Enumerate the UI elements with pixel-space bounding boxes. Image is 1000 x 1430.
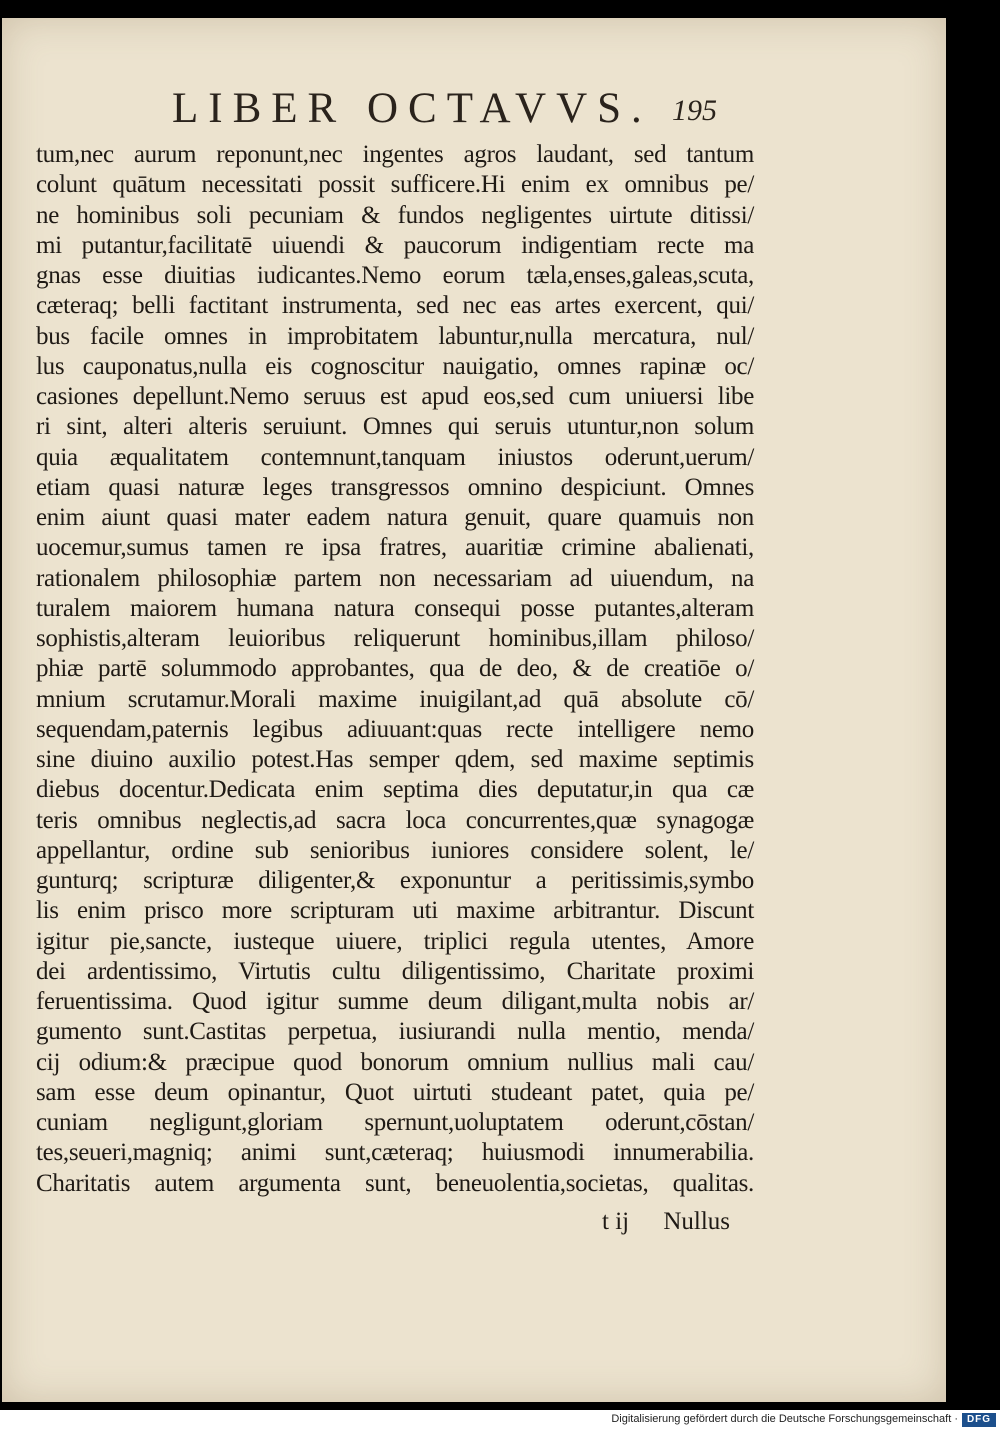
text-line: lis enim prisco more scripturam uti maxime arbitrantur. Discunt [36,897,754,925]
folio-number: 195 [672,94,717,127]
text-line: sequendam,paternis legibus adiuuant:quas recte intelligere nemo [36,715,754,743]
funding-credit: Digitalisierung gefördert durch die Deutsche Forschungsgemeinschaft · [611,1413,958,1425]
text-line: gunturq; scripturæ diligenter,& exponuntur a peritissimis,symbo [36,867,754,894]
text-line: ri sint, alteri alteris seruiunt. Omnes qui seruis utuntur,non solum [36,413,754,441]
text-block [36,140,754,1199]
text-line: colunt quātum necessitati possit sufficere.Hi enim ex omnibus pe/ [36,171,754,199]
book-page [2,18,946,1402]
text-line: gnas esse diuitias iudicantes.Nemo eorum tæla,enses,galeas,scuta, [36,262,754,289]
text-line: mi putantur,facilitatē uiuendi & paucorum indigentiam recte ma [36,231,754,259]
dfg-logo-icon: DFG [962,1413,996,1427]
text-line: feruentissima. Quod igitur summe deum diligant,multa nobis ar/ [36,988,754,1015]
text-line: quia æqualitatem contemnunt,tanquam iniustos oderunt,uerum/ [36,443,754,471]
text-line: dei ardentissimo, Virtutis cultu diligentissimo, Charitate proximi [36,957,754,985]
text-line: mnium scrutamur.Morali maxime inuigilant,ad quā absolute cō/ [36,685,754,713]
text-line: casiones depellunt.Nemo seruus est apud eos,sed cum uniuersi libe [36,383,754,410]
text-line: igitur pie,sancte, iusteque uiuere, triplici regula utentes, Amore [36,927,754,955]
text-line: sine diuino auxilio potest.Has semper qdem, sed maxime septimis [36,746,754,773]
running-head: LIBER OCTAVVS. [172,85,652,132]
text-line: phiæ partē solummodo approbantes, qua de deo, & de creatiōe o/ [36,655,754,683]
text-line: lus cauponatus,nulla eis cognoscitur nauigatio, omnes rapinæ oc/ [36,352,754,380]
catchword-line [602,1208,730,1236]
credit-bar [0,1410,1000,1430]
text-line: cæteraq; belli factitant instrumenta, sed nec eas artes exercent, qui/ [36,292,754,320]
catchword: Nullus [663,1208,731,1235]
text-line: etiam quasi naturæ leges transgressos omnino despiciunt. Omnes [36,473,754,501]
text-line: sophistis,alteram leuioribus reliquerunt hominibus,illam philoso/ [36,625,754,652]
text-line: bus facile omnes in improbitatem labuntur,nulla mercatura, nul/ [36,322,754,350]
text-line: teris omnibus neglectis,ad sacra loca concurrentes,quæ synagogæ [36,806,754,834]
text-line: Charitatis autem argumenta sunt, beneuolentia,societas, qualitas. [36,1169,754,1197]
text-line: gumento sunt.Castitas perpetua, iusiurandi nulla mentio, menda/ [36,1018,754,1046]
text-line: cuniam negligunt,gloriam spernunt,uoluptatem oderunt,cōstan/ [36,1109,754,1136]
text-line: diebus docentur.Dedicata enim septima dies deputatur,in qua cæ [36,776,754,804]
text-line: cij odium:& præcipue quod bonorum omnium nullius mali cau/ [36,1048,754,1076]
text-line: sam esse deum opinantur, Quot uirtuti studeant patet, quia pe/ [36,1078,754,1106]
text-line: enim aiunt quasi mater eadem natura genuit, quare quamuis non [36,504,754,531]
text-line: appellantur, ordine sub senioribus iuniores considere solent, le/ [36,836,754,864]
text-line: tum,nec aurum reponunt,nec ingentes agros laudant, sed tantum [36,141,754,168]
text-line: uocemur,sumus tamen re ipsa fratres, auaritiæ crimine abalienati, [36,534,754,562]
text-line: ne hominibus soli pecuniam & fundos negligentes uirtute ditissi/ [36,201,754,229]
text-line: tes,seueri,magniq; animi sunt,cæteraq; huiusmodi innumerabilia. [36,1139,754,1167]
text-line: turalem maiorem humana natura consequi posse putantes,alteram [36,594,754,622]
text-line: rationalem philosophiæ partem non necessariam ad uiuendum, na [36,564,754,592]
signature-mark: t ij [602,1208,630,1235]
